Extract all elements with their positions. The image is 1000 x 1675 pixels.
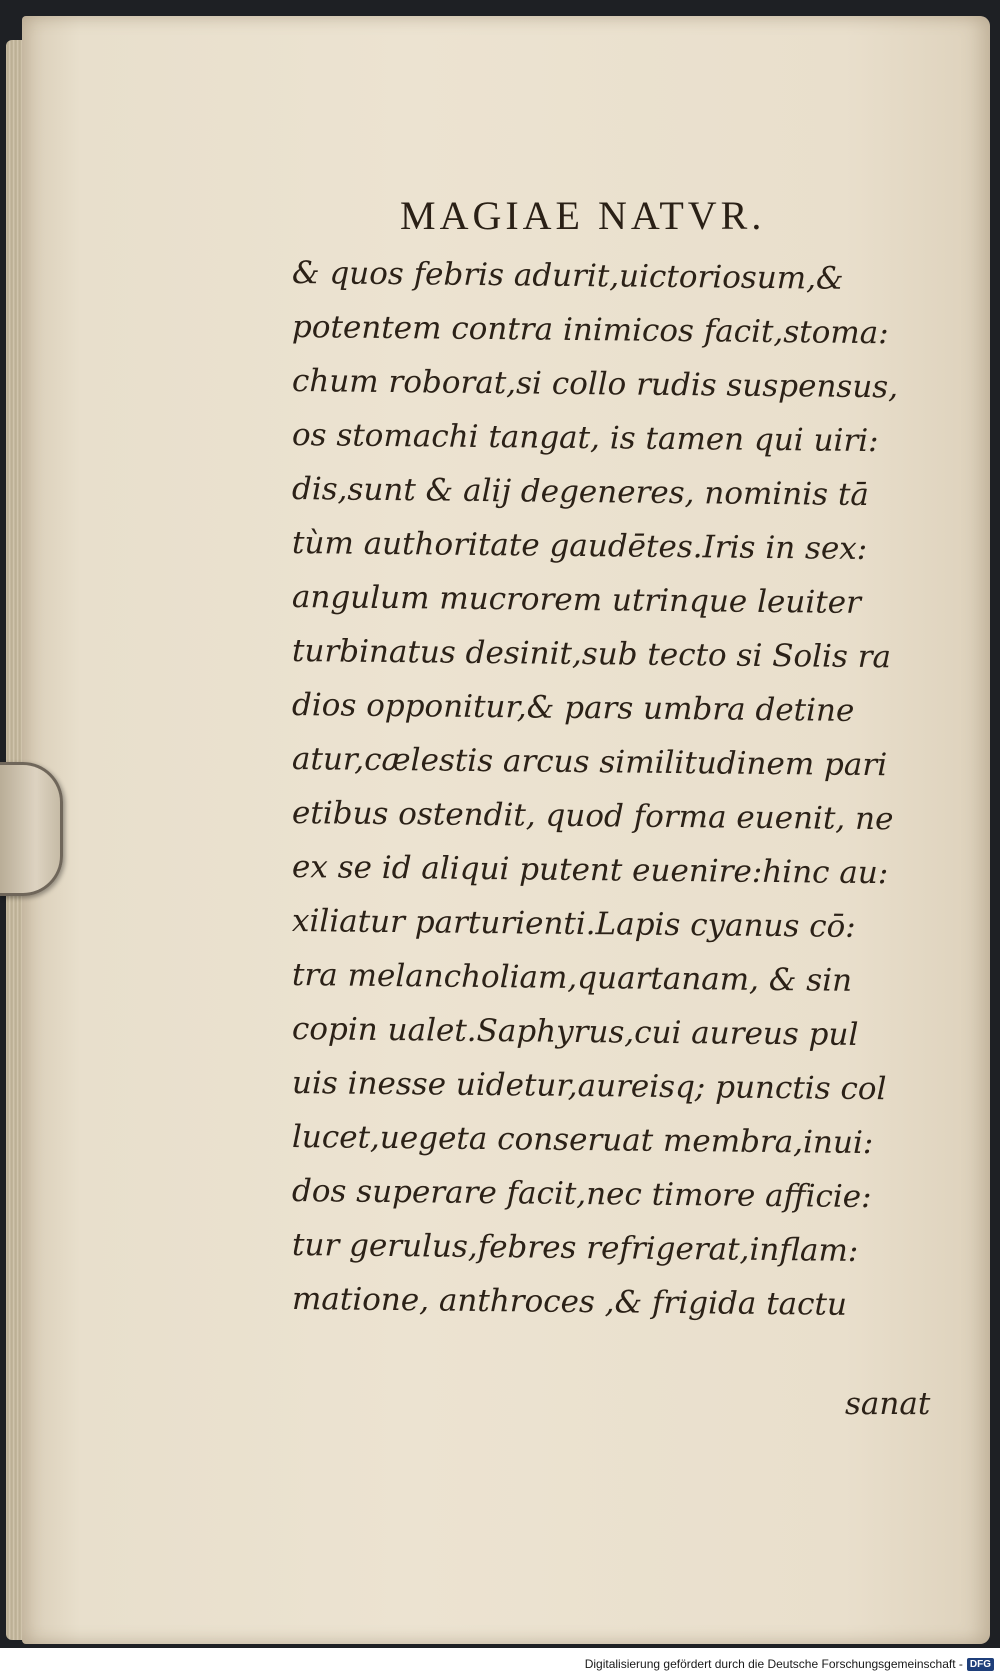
text-line: os stomachi tangat, is tamen qui uiri: (291, 417, 879, 460)
text-line: ex se id aliqui putent euenire:hinc au: (291, 849, 889, 892)
text-line: copin ualet.Saphyrus,cui aureus pul (291, 1011, 859, 1053)
text-line: chum roborat,si collo rudis suspensus, (291, 363, 899, 406)
text-line: xiliatur parturienti.Lapis cyanus cō: (291, 903, 856, 945)
book-page (22, 16, 990, 1644)
text-line: atur,cælestis arcus similitudinem pari (291, 741, 888, 784)
text-line: tùm authoritate gaudētes.Iris in sex: (291, 525, 868, 568)
page-text-block (292, 186, 942, 1326)
footer-text: Digitalisierung gefördert durch die Deutsche Forschungsgemeinschaft - (584, 1657, 963, 1671)
text-line: tur gerulus,febres refrigerat,inflam: (291, 1227, 859, 1269)
text-line: dos superare facit,nec timore afficie: (291, 1173, 872, 1216)
catchword: sanat (845, 1386, 931, 1422)
digitization-credit (585, 1657, 994, 1671)
text-line: dios opponitur,& pars umbra detine (291, 687, 855, 729)
text-line: dis,sunt & alij degeneres, nominis tā (291, 471, 870, 514)
text-line: lucet,uegeta conseruat membra,inui: (291, 1119, 874, 1162)
running-header: MAGIAE NATVR. (400, 193, 766, 238)
text-line: tra melancholiam,quartanam, & sin (291, 957, 853, 999)
book-clip (0, 762, 63, 896)
text-line: potentem contra inimicos facit,stoma: (291, 309, 889, 352)
text-line: turbinatus desinit,sub tecto si Solis ra (291, 633, 892, 676)
text-line: & quos febris adurit,uictoriosum,& (291, 255, 844, 297)
text-line: uis inesse uidetur,aureisq; punctis col (291, 1065, 887, 1108)
text-line: etibus ostendit, quod forma euenit, ne (291, 795, 894, 838)
dfg-logo: DFG (967, 1658, 994, 1671)
text-line: angulum mucrorem utrinque leuiter (291, 579, 862, 621)
text-line: matione, anthroces ,& frigida tactu (291, 1281, 848, 1323)
text-lines (292, 246, 942, 1326)
